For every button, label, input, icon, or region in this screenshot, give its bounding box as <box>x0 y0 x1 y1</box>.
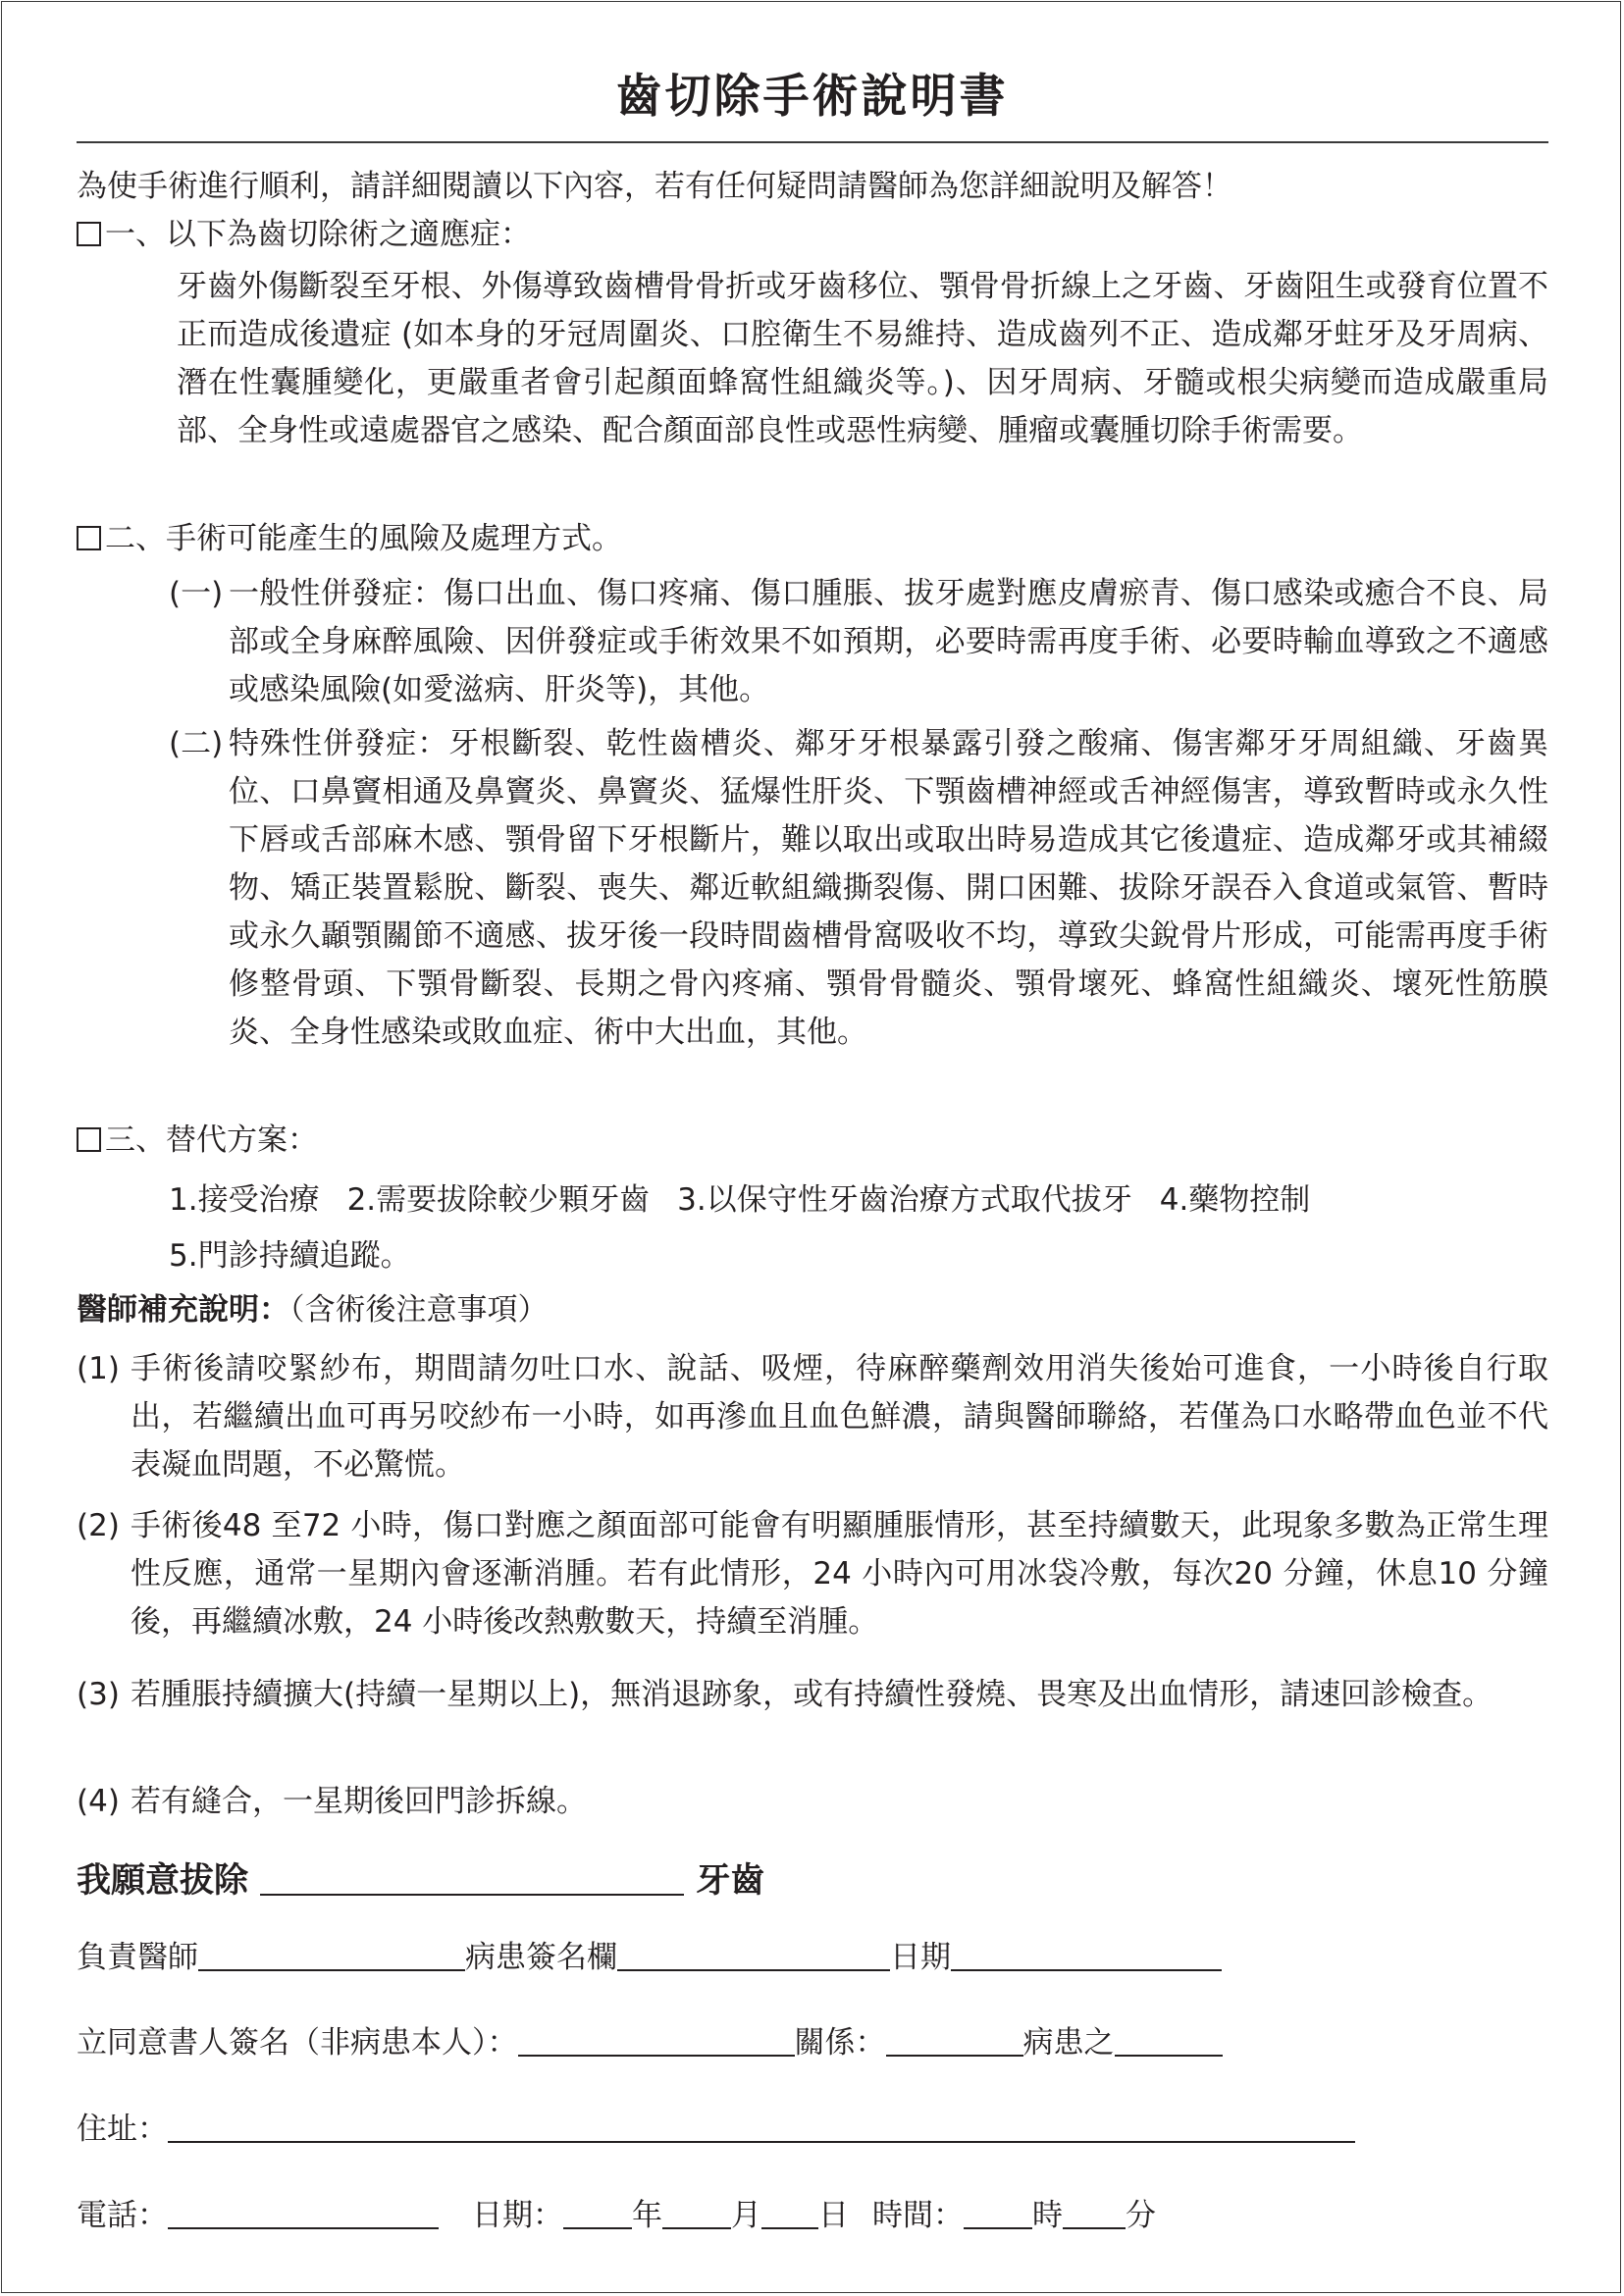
teeth-to-extract-field[interactable] <box>260 1864 684 1896</box>
phone-label: 電話： <box>77 2198 168 2233</box>
day-field[interactable] <box>761 2198 818 2229</box>
note1-marker: (1) <box>77 1351 120 1386</box>
extraction-consent-line <box>77 1857 764 1905</box>
section1-heading <box>77 211 531 259</box>
intro-text: 為使手術進行順利，請詳細閱讀以下內容，若有任何疑問請醫師為您詳細說明及解答！ <box>77 169 1232 204</box>
alternative-option: 2.需要拔除較少顆牙齒 <box>346 1182 651 1218</box>
relation-label: 關係： <box>794 2025 886 2061</box>
alternative-option: 5.門診持續追蹤。 <box>169 1238 411 1274</box>
guardian-signature-field[interactable] <box>518 2025 795 2057</box>
note4-marker: (4) <box>77 1784 120 1819</box>
guardian-label: 立同意書人簽名（非病患本人）： <box>77 2025 518 2061</box>
month-field[interactable] <box>662 2198 731 2229</box>
section3-heading <box>77 1117 318 1165</box>
section2-checkbox[interactable] <box>77 526 101 550</box>
section1-body: 牙齒外傷斷裂至牙根、外傷導致齒槽骨骨折或牙齒移位、顎骨骨折線上之牙齒、牙齒阻生或發育位置不正而造成後遺症 (如本身的牙冠周圍炎、口腔衛生不易維持、造成齒列不正、造成鄰牙蛀牙及牙周病、潛在性囊腫變化，更嚴重者會引起顏面蜂窩性組織炎等。)、因牙周病、牙髓或根尖病變而造成嚴重局部、全身性或遠處器官之感染、配合顏面部良性或惡性病變、腫瘤或囊腫切除手術需要。 <box>177 269 1548 448</box>
title-divider <box>77 141 1548 143</box>
section2-item2-marker: (二) <box>169 726 224 761</box>
signature-row <box>77 1934 1222 1982</box>
alternative-option: 3.以保守性牙齒治療方式取代拔牙 <box>677 1182 1132 1218</box>
note2-text: 手術後48 至72 小時，傷口對應之顏面部可能會有明顯腫脹情形，甚至持續數天，此現象多數為正常生理性反應，通常一星期內會逐漸消腫。若有此情形，24 小時內可用冰袋冷敷，每次20 分鐘，休息10 分鐘後，再繼續冰敷，24 小時後改熱敷數天，持續至消腫。 <box>131 1508 1548 1640</box>
section2-item2-text: 特殊性併發症：牙根斷裂、乾性齒槽炎、鄰牙牙根暴露引發之酸痛、傷害鄰牙牙周組織、牙齒異位、口鼻竇相通及鼻竇炎、鼻竇炎、猛爆性肝炎、下顎齒槽神經或舌神經傷害，導致暫時或永久性下唇或舌部麻木感、顎骨留下牙根斷片，難以取出或取出時易造成其它後遺症、造成鄰牙或其補綴物、矯正裝置鬆脫、斷裂、喪失、鄰近軟組織撕裂傷、開口困難、拔除牙誤吞入食道或氣管、暫時或永久顳顎關節不適感、拔牙後一段時間齒槽骨窩吸收不均，導致尖銳骨片形成，可能需再度手術修整骨頭、下顎骨斷裂、長期之骨內疼痛、顎骨骨髓炎、顎骨壞死、蜂窩性組織炎、壞死性筋膜炎、全身性感染或敗血症、術中大出血，其他。 <box>229 726 1548 1050</box>
year-label: 年 <box>632 2198 662 2233</box>
section1-checkbox[interactable] <box>77 222 101 246</box>
hour-label: 時 <box>1032 2198 1063 2233</box>
relation-of-label: 病患之 <box>1022 2025 1115 2061</box>
patient-signature-field[interactable] <box>617 1940 890 1971</box>
section1-heading-text: 一、以下為齒切除術之適應症： <box>105 217 531 252</box>
guardian-row <box>77 2019 1223 2067</box>
minute-label: 分 <box>1126 2198 1156 2233</box>
doctor-notes-subtitle: （含術後注意事項） <box>289 1292 549 1328</box>
year-field[interactable] <box>563 2198 632 2229</box>
alternative-option: 1.接受治療 <box>169 1182 320 1218</box>
day-label: 日 <box>818 2198 849 2233</box>
patient-sign-label: 病患簽名欄 <box>465 1940 617 1975</box>
doctor-label: 負責醫師 <box>77 1940 198 1975</box>
willing-prefix: 我願意拔除 <box>77 1861 249 1901</box>
phone-field[interactable] <box>168 2198 439 2229</box>
note3-text: 若腫脹持續擴大(持續一星期以上)，無消退跡象，或有持續性發燒、畏寒及出血情形，請速回診檢查。 <box>131 1677 1493 1712</box>
date-field[interactable] <box>951 1940 1222 1971</box>
doctor-notes-title: 醫師補充說明： <box>77 1292 289 1328</box>
doctor-notes-heading <box>77 1286 549 1334</box>
hour-field[interactable] <box>964 2198 1032 2229</box>
date-label: 日期 <box>890 1940 951 1975</box>
time-label: 時間： <box>872 2198 964 2233</box>
note3-marker: (3) <box>77 1677 120 1712</box>
address-label: 住址： <box>77 2112 168 2147</box>
note4-text: 若有縫合，一星期後回門診拆線。 <box>131 1784 587 1819</box>
minute-field[interactable] <box>1063 2198 1126 2229</box>
section2-heading-text: 二、手術可能產生的風險及處理方式。 <box>105 521 622 556</box>
section3-heading-text: 三、替代方案： <box>105 1122 318 1158</box>
willing-suffix: 牙齒 <box>696 1861 765 1901</box>
section3-checkbox[interactable] <box>77 1127 101 1152</box>
note2-marker: (2) <box>77 1508 120 1543</box>
alternatives-row1 <box>169 1176 1310 1225</box>
alternative-option: 4.藥物控制 <box>1159 1182 1311 1218</box>
month-label: 月 <box>731 2198 761 2233</box>
doctor-signature-field[interactable] <box>198 1940 465 1971</box>
document-title: 齒切除手術說明書 <box>615 70 1009 124</box>
relation-detail-field[interactable] <box>1115 2025 1223 2057</box>
section2-item1-text: 一般性併發症：傷口出血、傷口疼痛、傷口腫脹、拔牙處對應皮膚瘀青、傷口感染或癒合不良、局部或全身麻醉風險、因併發症或手術效果不如預期，必要時需再度手術、必要時輸血導致之不適感或感染風險(如愛滋病、肝炎等)，其他。 <box>229 576 1548 707</box>
date2-label: 日期： <box>472 2198 563 2233</box>
relation-field[interactable] <box>886 2025 1023 2057</box>
section2-item1-marker: (一) <box>169 576 224 611</box>
note1-text: 手術後請咬緊紗布，期間請勿吐口水、說話、吸煙，待麻醉藥劑效用消失後始可進食，一小時後自行取出，若繼續出血可再另咬紗布一小時，如再滲血且血色鮮濃，請與醫師聯絡，若僅為口水略帶血色並不代表凝血問題，不必驚慌。 <box>131 1351 1548 1483</box>
section2-heading <box>77 515 622 563</box>
contact-row <box>77 2192 1156 2240</box>
address-row <box>77 2106 1355 2154</box>
alternatives-row2 <box>169 1232 411 1280</box>
address-field[interactable] <box>168 2112 1355 2143</box>
